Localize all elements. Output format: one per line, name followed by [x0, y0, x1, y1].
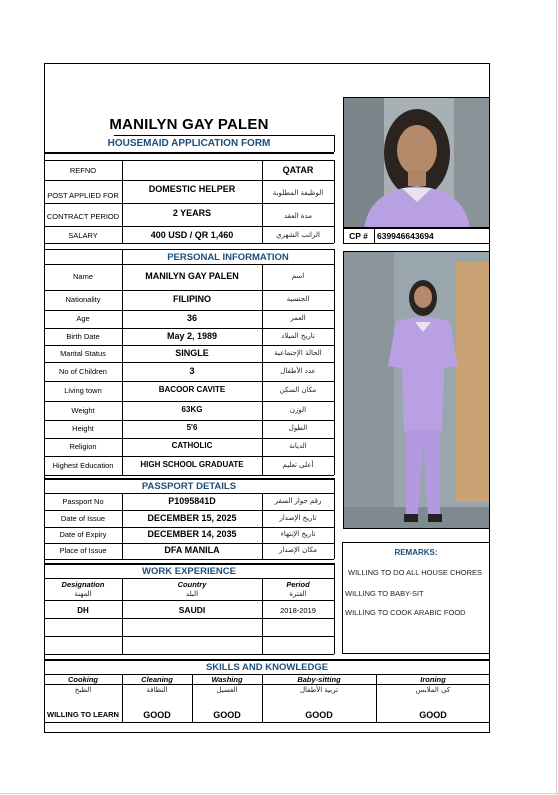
- personal-row-value: SINGLE: [175, 347, 209, 358]
- skills-heading: SKILLS AND KNOWLEDGE: [205, 662, 329, 673]
- personal-row-label: Birth Date: [66, 331, 100, 341]
- cp-label: CP #: [349, 231, 368, 241]
- passport-row-arabic: مكان الإصدار: [279, 546, 317, 554]
- personal-row-value: 36: [186, 313, 197, 323]
- passport-bottom-line: [44, 559, 334, 560]
- passport-row-value: P1095841D: [168, 495, 216, 506]
- personal-row-value: HIGH SCHOOL GRADUATE: [140, 459, 244, 469]
- personal-row-value: FILIPINO: [173, 294, 211, 304]
- skill-header-baby-sitting-arabic: تربية الأطفال: [299, 686, 339, 694]
- app-row-line: [44, 243, 334, 244]
- personal-row-label: Height: [72, 424, 94, 433]
- skill-header-washing-arabic: الغسيل: [216, 686, 238, 694]
- remark-item: WILLING TO DO ALL HOUSE CHORES: [348, 568, 483, 577]
- cp-divider: [374, 228, 375, 244]
- passport-row-line: [44, 527, 334, 528]
- personal-row-value: May 2, 1989: [166, 330, 218, 341]
- personal-row-arabic: عدد الأطفال: [280, 366, 316, 375]
- personal-row-arabic: تاريخ الميلاد: [281, 331, 315, 340]
- contract-label: CONTRACT PERIOD: [46, 212, 120, 221]
- passport-row-label: Passport No: [62, 496, 104, 506]
- page-edge-right: [556, 0, 557, 795]
- salary-value: 400 USD / QR 1,460: [150, 230, 234, 240]
- personal-row-label: Nationality: [65, 295, 101, 304]
- work-header-designation-arabic: المهنة: [74, 590, 92, 598]
- personal-info-heading: PERSONAL INFORMATION: [167, 252, 289, 263]
- personal-row-line: [44, 310, 334, 311]
- personal-row-label: Name: [72, 272, 93, 281]
- app-row-line: [44, 226, 334, 227]
- work-row-line: [44, 600, 334, 601]
- personal-row-line: [44, 381, 334, 382]
- personal-row-value: CATHOLIC: [171, 441, 213, 450]
- app-row-line: [44, 180, 334, 181]
- work-header-country: Country: [177, 580, 207, 589]
- personal-row-label: Highest Education: [52, 460, 114, 470]
- work-top-line: [44, 563, 334, 565]
- post-label: POST APPLIED FOR: [47, 191, 119, 200]
- title-bottom-border: [44, 152, 334, 154]
- personal-row-line: [44, 438, 334, 439]
- personal-row-label: No of Children: [59, 366, 107, 376]
- work-row-line: [44, 618, 334, 619]
- skill-header-cooking: Cooking: [68, 675, 98, 684]
- applicant-full-body-photo: [343, 251, 490, 529]
- passport-row-value: DECEMBER 14, 2035: [147, 529, 237, 539]
- personal-row-arabic: الجنسية: [286, 295, 310, 303]
- remark-item: WILLING TO BABY-SIT: [345, 589, 424, 598]
- form-title: HOUSEMAID APPLICATION FORM: [107, 138, 271, 149]
- post-value: DOMESTIC HELPER: [148, 184, 236, 194]
- skill-header-cleaning: Cleaning: [141, 675, 173, 684]
- remarks-heading: REMARKS:: [394, 548, 438, 557]
- personal-row-line: [44, 345, 334, 346]
- skill-header-ironing-arabic: كي الملابس: [415, 686, 451, 694]
- passport-row-arabic: تاريخ الإنتهاء: [280, 530, 316, 538]
- personal-row-line: [44, 328, 334, 329]
- title-underline: [114, 135, 334, 136]
- work-row-designation: DH: [77, 606, 89, 615]
- skill-header-ironing: Ironing: [420, 675, 446, 684]
- salary-arabic: الراتب الشهري: [276, 231, 320, 239]
- contract-value: 2 YEARS: [172, 208, 212, 218]
- work-row-line: [44, 654, 334, 655]
- personal-row-arabic: الديانة: [289, 442, 307, 450]
- skill-value-ironing: GOOD: [419, 710, 447, 720]
- full-body-illustration: [344, 252, 490, 529]
- passport-row-value: DECEMBER 15, 2025: [147, 512, 237, 523]
- personal-row-arabic: الحالة الإجتماعية: [274, 348, 322, 357]
- work-header-designation: Designation: [61, 580, 105, 589]
- personal-row-arabic: مكان السكن: [279, 386, 317, 394]
- passport-row-value: DFA MANILA: [164, 545, 220, 555]
- contract-arabic: مدة العقد: [284, 212, 312, 220]
- skill-header-washing: Washing: [211, 675, 243, 684]
- personal-bottom-line: [44, 475, 334, 476]
- personal-row-label: Age: [76, 314, 90, 323]
- app-row-line: [44, 160, 334, 161]
- remarks-box: [342, 542, 490, 654]
- personal-row-arabic: أعلى تعليم: [282, 460, 314, 469]
- work-row-country: SAUDI: [178, 605, 206, 615]
- applicant-name-title: MANILYN GAY PALEN: [109, 116, 269, 133]
- skill-header-cooking-arabic: الطبخ: [74, 686, 92, 694]
- work-col-line: [334, 563, 335, 654]
- work-row-period: 2018-2019: [280, 606, 316, 615]
- cp-value: 639946643694: [377, 231, 434, 241]
- skill-value-baby-sitting: GOOD: [305, 710, 333, 720]
- personal-row-arabic: العمر: [290, 314, 306, 322]
- passport-row-label: Date of Issue: [60, 513, 106, 523]
- skill-value-cooking: WILLING TO LEARN: [47, 710, 119, 719]
- personal-top-line: [44, 249, 334, 250]
- passport-row-arabic: تاريخ الإصدار: [279, 513, 317, 522]
- personal-row-value: 3: [189, 365, 195, 376]
- personal-col-line: [334, 249, 335, 475]
- passport-col-line: [334, 478, 335, 559]
- passport-row-line: [44, 543, 334, 544]
- personal-row-label: Marital Status: [60, 348, 106, 358]
- personal-row-label: Religion: [69, 442, 97, 451]
- personal-row-arabic: الطول: [288, 424, 308, 432]
- skills-header-line: [44, 684, 490, 685]
- personal-heading-line: [44, 264, 334, 265]
- passport-row-line: [44, 510, 334, 511]
- personal-row-value: 63KG: [181, 404, 203, 414]
- skill-header-baby-sitting: Baby-sitting: [297, 675, 341, 684]
- salary-label: SALARY: [68, 231, 98, 240]
- work-heading: WORK EXPERIENCE: [142, 566, 236, 577]
- personal-row-label: Living town: [64, 386, 102, 395]
- title-right-border: [334, 135, 335, 152]
- work-header-period: Period: [286, 580, 310, 589]
- skills-bottom-line: [44, 722, 490, 723]
- passport-row-label: Date of Expiry: [59, 530, 107, 539]
- personal-row-line: [44, 362, 334, 363]
- personal-row-line: [44, 401, 334, 402]
- work-row-line: [44, 636, 334, 637]
- personal-row-value: BACOOR CAVITE: [158, 385, 226, 394]
- country-value: QATAR: [282, 165, 314, 175]
- app-col-line: [334, 160, 335, 243]
- remark-item: WILLING TO COOK ARABIC FOOD: [345, 608, 466, 617]
- personal-row-label: Weight: [71, 405, 95, 415]
- personal-row-arabic: الوزن: [289, 405, 307, 414]
- passport-heading: PASSPORT DETAILS: [141, 481, 237, 492]
- passport-top-line: [44, 478, 334, 480]
- work-header-period-arabic: الفترة: [289, 590, 307, 598]
- personal-row-line: [44, 290, 334, 291]
- post-arabic: الوظيفة المطلوبة: [272, 189, 324, 197]
- refno-label: REFNO: [69, 166, 97, 175]
- skills-top-line: [44, 659, 490, 661]
- skill-value-washing: GOOD: [213, 710, 241, 720]
- personal-row-value: 5'6: [186, 423, 198, 432]
- personal-row-arabic: اسم: [291, 272, 305, 280]
- personal-row-value: MANILYN GAY PALEN: [145, 271, 239, 281]
- portrait-illustration: [344, 98, 490, 228]
- passport-row-label: Place of Issue: [59, 546, 107, 555]
- applicant-portrait-photo: [343, 97, 490, 228]
- passport-row-arabic: رقم جواز السفر: [274, 496, 322, 505]
- skill-value-cleaning: GOOD: [143, 710, 171, 720]
- work-header-country-arabic: البلد: [185, 590, 199, 598]
- work-heading-line: [44, 578, 334, 579]
- personal-row-line: [44, 456, 334, 457]
- passport-heading-line: [44, 493, 334, 494]
- page-edge-bottom: [0, 793, 558, 794]
- skill-header-cleaning-arabic: النظافة: [146, 686, 168, 694]
- personal-row-line: [44, 420, 334, 421]
- app-row-line: [44, 203, 334, 204]
